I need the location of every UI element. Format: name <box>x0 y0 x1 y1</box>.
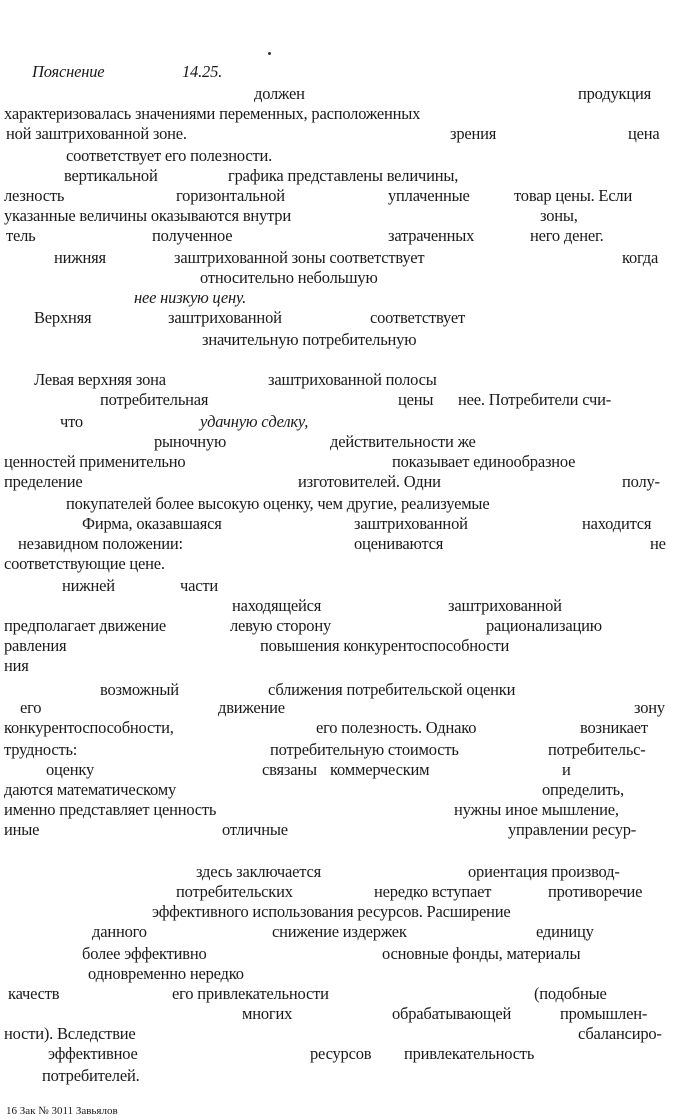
text-fragment: и <box>562 760 571 779</box>
text-fragment: трудность: <box>4 740 78 759</box>
text-fragment: указанные величины оказываются внутри <box>4 206 291 225</box>
text-fragment: что <box>60 412 83 431</box>
text-fragment: находится <box>582 514 652 533</box>
text-fragment: заштрихованной <box>448 596 562 615</box>
text-fragment: рыночную <box>154 432 227 451</box>
text-fragment: ности). Вследствие <box>4 1024 136 1043</box>
text-fragment: ной заштрихованной зоне. <box>6 124 187 143</box>
text-fragment: заштрихованной полосы <box>268 370 437 389</box>
text-fragment: пределение <box>4 472 83 491</box>
text-fragment: удачную сделку, <box>200 412 309 431</box>
text-fragment: отличные <box>222 820 288 839</box>
text-fragment: нередко вступает <box>374 882 492 901</box>
text-fragment: основные фонды, материалы <box>382 944 581 963</box>
text-fragment: цена <box>628 124 660 143</box>
text-fragment: заштрихованной <box>168 308 282 327</box>
text-fragment: (подобные <box>534 984 607 1003</box>
text-fragment: предполагает движение <box>4 616 167 635</box>
text-fragment: единицу <box>536 922 594 941</box>
text-fragment: сбалансиро- <box>578 1024 662 1043</box>
text-fragment: его привлекательности <box>172 984 329 1003</box>
speck-mark <box>268 52 271 55</box>
text-fragment: ния <box>4 656 29 675</box>
text-fragment: полученное <box>152 226 233 245</box>
text-fragment: нее. Потребители счи- <box>458 390 612 409</box>
text-fragment: привлекательность <box>404 1044 535 1063</box>
text-fragment: уплаченные <box>388 186 470 205</box>
text-fragment: промышлен- <box>560 1004 648 1023</box>
text-fragment: потребителей. <box>42 1066 140 1085</box>
text-fragment: потребительс- <box>548 740 646 759</box>
text-fragment: товар цены. Если <box>514 186 633 205</box>
text-fragment: горизонтальной <box>176 186 285 205</box>
text-fragment: части <box>180 576 218 595</box>
text-fragment: него денег. <box>530 226 604 245</box>
text-fragment: повышения конкурентоспособности <box>260 636 510 655</box>
heading-label: Пояснение <box>32 62 105 81</box>
text-fragment: данного <box>92 922 147 941</box>
text-fragment: Левая верхняя зона <box>34 370 166 389</box>
text-fragment: зрения <box>450 124 497 143</box>
text-fragment: затраченных <box>388 226 475 245</box>
text-fragment: эффективное <box>48 1044 138 1063</box>
text-fragment: движение <box>218 698 285 717</box>
text-fragment: относительно небольшую <box>200 268 378 287</box>
text-fragment: одновременно нередко <box>88 964 244 983</box>
text-fragment: цены <box>398 390 434 409</box>
text-fragment: сближения потребительской оценки <box>268 680 516 699</box>
text-fragment: многих <box>242 1004 293 1023</box>
text-fragment: когда <box>622 248 659 267</box>
text-fragment: возникает <box>580 718 648 737</box>
text-fragment: соответствующие цене. <box>4 554 165 573</box>
text-fragment: управлении ресур- <box>508 820 637 839</box>
text-fragment: оцениваются <box>354 534 444 553</box>
text-fragment: потребительная <box>100 390 209 409</box>
text-fragment: показывает единообразное <box>392 452 576 471</box>
text-fragment: лезность <box>4 186 65 205</box>
text-fragment: зоны, <box>540 206 578 225</box>
text-fragment: более эффективно <box>82 944 207 963</box>
text-fragment: конкурентоспособности, <box>4 718 174 737</box>
text-fragment: соответствует <box>370 308 465 327</box>
text-fragment: нужны иное мышление, <box>454 800 619 819</box>
text-fragment: находящейся <box>232 596 322 615</box>
text-fragment: снижение издержек <box>272 922 407 941</box>
page-footer: 16 Зак № 3011 Завьялов <box>6 1105 118 1117</box>
text-fragment: ценностей применительно <box>4 452 186 471</box>
text-fragment: даются математическому <box>4 780 177 799</box>
text-fragment: противоречие <box>548 882 643 901</box>
text-fragment: продукция <box>578 84 651 103</box>
text-fragment: нижняя <box>54 248 106 267</box>
text-fragment: Фирма, оказавшаяся <box>82 514 222 533</box>
text-fragment: его полезность. Однако <box>316 718 477 737</box>
text-fragment: оценку <box>46 760 95 779</box>
text-fragment: обрабатывающей <box>392 1004 512 1023</box>
text-fragment: коммерческим <box>330 760 430 779</box>
text-fragment: именно представляет ценность <box>4 800 217 819</box>
text-fragment: незавидном положении: <box>18 534 183 553</box>
text-fragment: покупателей более высокую оценку, чем другие, реализуемые <box>66 494 490 513</box>
text-fragment: тель <box>6 226 36 245</box>
text-fragment: заштрихованной <box>354 514 468 533</box>
text-fragment: ресурсов <box>310 1044 372 1063</box>
text-fragment: левую сторону <box>230 616 332 635</box>
text-fragment: определить, <box>542 780 624 799</box>
text-fragment: вертикальной <box>64 166 158 185</box>
text-fragment: рационализацию <box>486 616 602 635</box>
text-fragment: потребительную стоимость <box>270 740 459 759</box>
text-fragment: характеризовалась значениями переменных, расположенных <box>4 104 421 123</box>
text-fragment: качеств <box>8 984 60 1003</box>
text-fragment: должен <box>254 84 305 103</box>
text-fragment: соответствует его полезности. <box>66 146 273 165</box>
text-fragment: эффективного использования ресурсов. Расширение <box>152 902 511 921</box>
text-fragment: возможный <box>100 680 179 699</box>
text-fragment: изготовителей. Одни <box>298 472 441 491</box>
text-fragment: значительную потребительную <box>202 330 417 349</box>
text-fragment: заштрихованной зоны соответствует <box>174 248 425 267</box>
text-fragment: не <box>650 534 666 553</box>
text-fragment: нее низкую цену. <box>134 288 247 307</box>
text-fragment: действительности же <box>330 432 476 451</box>
text-fragment: равления <box>4 636 67 655</box>
text-fragment: ориентация производ- <box>468 862 620 881</box>
text-fragment: графика представлены величины, <box>228 166 459 185</box>
text-fragment: его <box>20 698 42 717</box>
text-fragment: Верхняя <box>34 308 92 327</box>
text-fragment: потребительских <box>176 882 293 901</box>
text-fragment: полу- <box>622 472 660 491</box>
heading-number: 14.25. <box>182 62 223 81</box>
text-fragment: нижней <box>62 576 115 595</box>
text-fragment: связаны <box>262 760 317 779</box>
text-fragment: зону <box>634 698 665 717</box>
text-fragment: здесь заключается <box>196 862 321 881</box>
text-fragment: иные <box>4 820 40 839</box>
